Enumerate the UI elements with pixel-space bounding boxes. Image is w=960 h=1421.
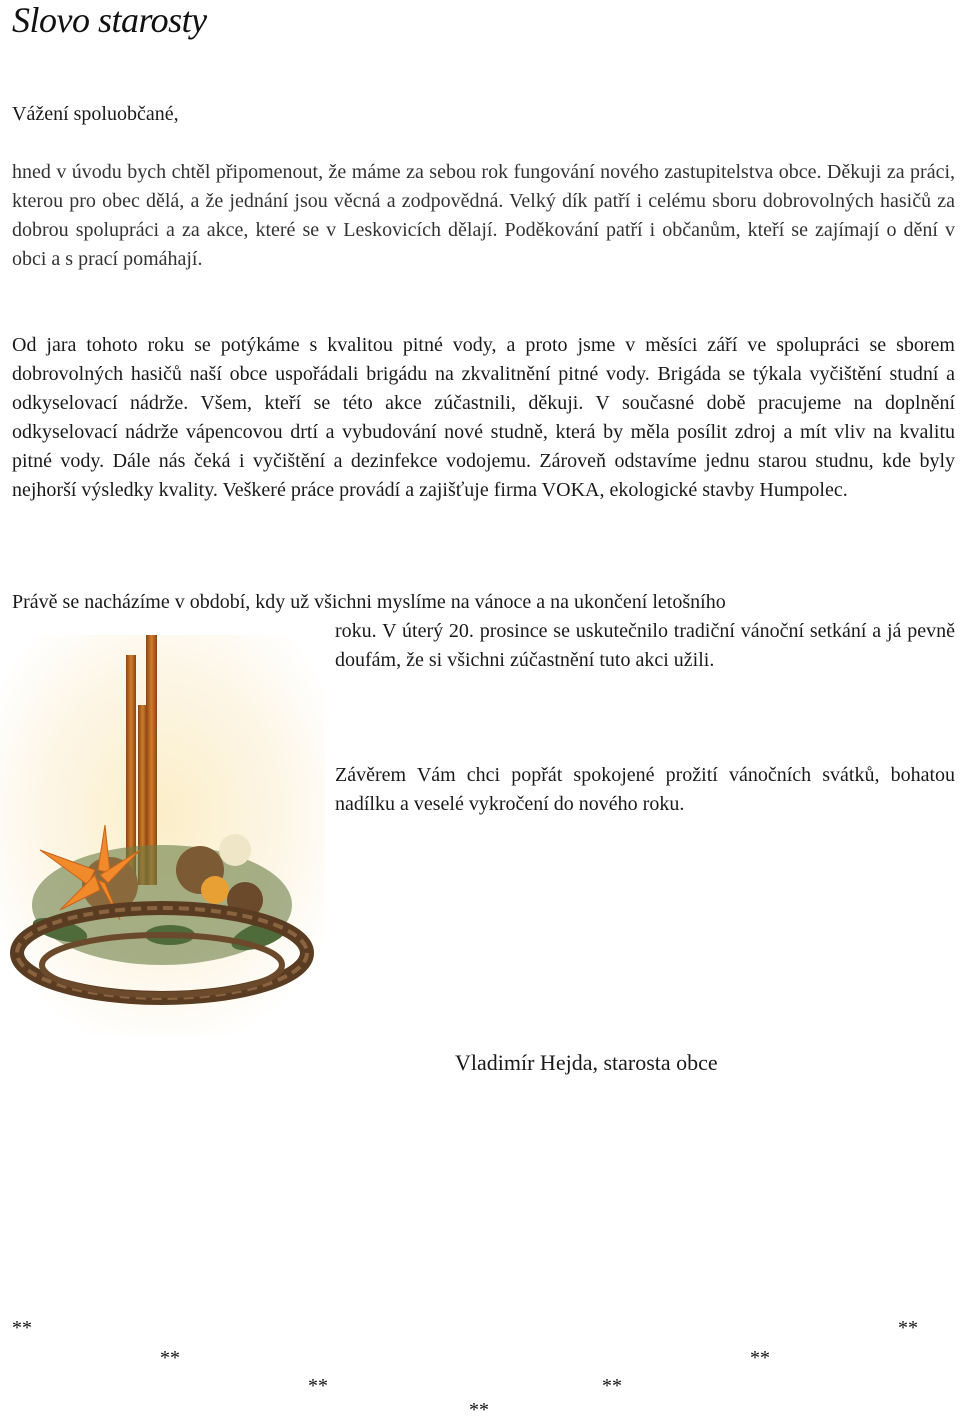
decoration-stars: ** bbox=[750, 1347, 770, 1369]
decoration-stars: ** bbox=[160, 1347, 180, 1369]
christmas-wreath-image bbox=[0, 635, 325, 1035]
paragraph-christmas-first-line: Právě se nacházíme v období, kdy už všichni myslíme na vánoce a na ukončení letošního bbox=[12, 591, 726, 613]
decoration-stars: ** bbox=[898, 1317, 918, 1339]
decoration-stars: ** bbox=[308, 1375, 328, 1397]
paragraph-water: Od jara tohoto roku se potýkáme s kvalitou pitné vody, a proto jsme v měsíci září ve spolupráci se sborem dobrovolných hasičů naší obce uspořádali brigádu na zkvalitnění pitné vody. Brigáda se týkala vyčištění studní a odkyselovací nádrže. Všem, kteří se této akce zúčastnili, děkuji. V současné době pracujeme na doplnění odkyselovací nádrže vápencovou drtí a vybudování nové studně, která by měla posílit zdroj a mít vliv na kvalitu pitné vody. Dále nás čeká i vyčištění a dezinfekce vodojemu. Zároveň odstavíme jednu starou studnu, kde byly nejhorší výsledky kvality. Veškeré práce provádí a zajišťuje firma VOKA, ekologické stavby Humpolec. bbox=[12, 334, 955, 501]
paragraph-christmas-rest: roku. V úterý 20. prosince se uskutečnilo tradiční vánoční setkání a já pevně doufám, že si všichni zúčastnění tuto akci užili. bbox=[335, 620, 955, 671]
decoration-stars: ** bbox=[12, 1317, 32, 1339]
paragraph-wishes: Závěrem Vám chci popřát spokojené prožití vánočních svátků, bohatou nadílku a veselé vykročení do nového roku. bbox=[335, 764, 955, 815]
page-title: Slovo starosty bbox=[12, 0, 207, 40]
decoration-stars: ** bbox=[602, 1375, 622, 1397]
signature: Vladimír Hejda, starosta obce bbox=[455, 1050, 718, 1075]
paragraph-thanks: hned v úvodu bych chtěl připomenout, že máme za sebou rok fungování nového zastupitelstva obce. Děkuji za práci, kterou pro obec dělá, a že jednání jsou věcná a zodpovědná. Velký dík patří i celému sboru dobrovolných hasičů za dobrou spolupráci a za akce, které se v Leskovicích dělají. Poděkování patří i občanům, kteří se zajímají o dění v obci a s prací pomáhají. bbox=[12, 161, 955, 270]
decoration-stars: ** bbox=[469, 1399, 489, 1421]
greeting: Vážení spoluobčané, bbox=[12, 103, 179, 125]
